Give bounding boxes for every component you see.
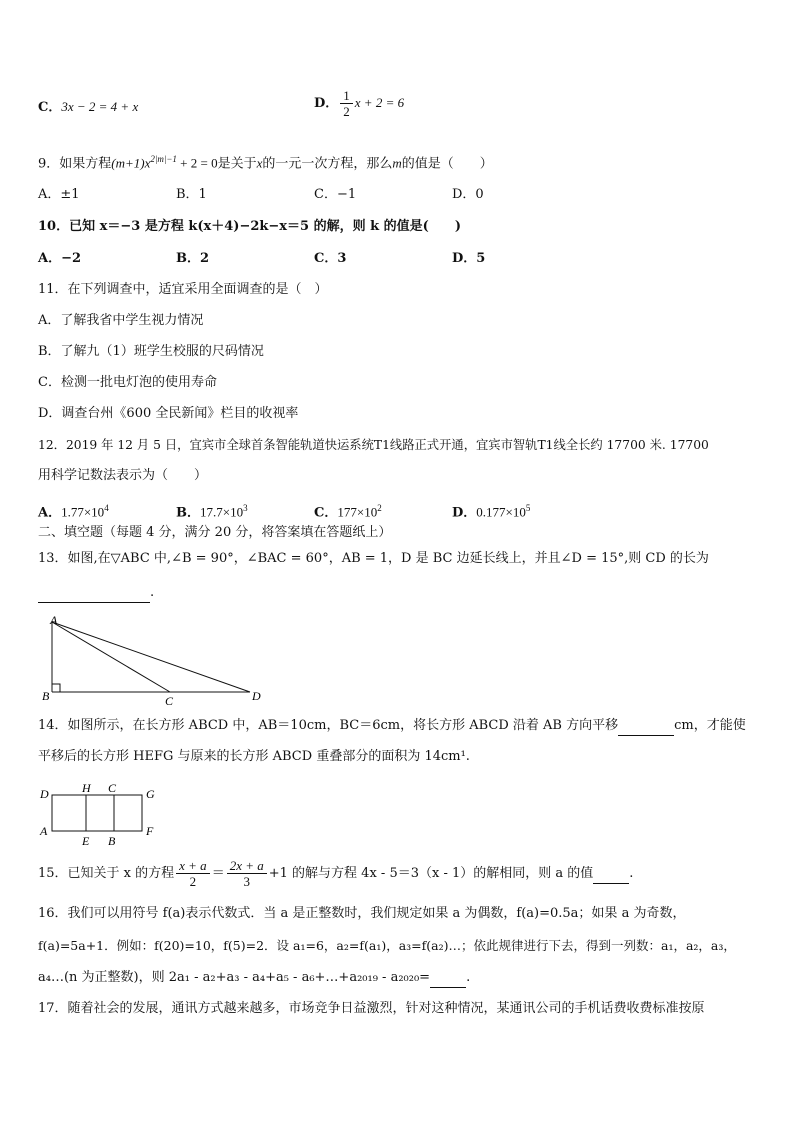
q9-option-c: C．−1 [314,187,357,202]
q16-answer-blank[interactable] [430,969,466,988]
q14-label-a: A [40,824,48,838]
q12-option-d: D．$0.177\times 10^5$ [452,503,531,521]
q13-label-a: A [50,613,58,627]
q10-option-d: D．5 [452,251,486,266]
q14-label-h: H [82,781,91,795]
q14-label-g: G [146,787,155,801]
q14-stem-line2: 平移后的长方形 HEFG 与原来的长方形 ABCD 重叠部分的面积为 14cm¹. [38,749,470,764]
q12-option-a: A．$1.77\times 10^4$ [38,503,109,521]
q14-label-b: B [108,834,116,848]
q13-label-c: C [165,694,174,708]
q15-fraction-2: $\frac{2x + a}{3}$ [227,858,267,889]
q14-label-e: E [82,834,90,848]
q14-stem-line1: 14．如图所示，在长方形 ABCD 中，AB＝10cm，BC＝6cm，将长方形 ABCD 沿着 AB 方向平移 cm，才能使 [38,717,746,736]
q14-label-d: D [40,787,49,801]
q16-line1: 16．我们可以用符号 f(a)表示代数式．当 a 是正整数时，我们规定如果 a 为偶数，f(a)=0.5a；如果 a 为奇数， [38,906,686,921]
q13-triangle-figure [38,612,268,708]
q11-option-d: D．调查台州《600 全民新闻》栏目的收视率 [38,406,299,421]
q8-option-d: D． $\frac{1}{2}$ x + 2 = 6 [314,88,405,119]
q15-stem: 15．已知关于 x 的方程 $\frac{x + a}{2}$ ＝ $\frac{2x + a}{3}$ +1 的解与方程 4x - 5＝3（x - 1）的解相同，则 a 的值 . [38,858,634,889]
q16-line3: a₄…(n 为正整数)，则 2a₁ - a₂+a₃ - a₄+a₅ - a₆+…+a₂₀₁₉ - a₂₀₂₀= . [38,969,470,988]
section-heading-fill-in: 二、填空题（每题 4 分，满分 20 分，将答案填在答题纸上） [38,525,392,540]
q8-option-c: C．3x − 2 = 4 + x [38,99,139,115]
q17-line1: 17．随着社会的发展，通讯方式越来越多，市场竞争日益激烈，针对这种情况，某通讯公司的手机话费收费标准按原 [38,1001,705,1016]
q8-option-c-expr: 3x − 2 = 4 + x [61,99,139,114]
q10-option-a: A．−2 [38,251,82,266]
q10-stem: 10．已知 x＝−3 是方程 k(x＋4)−2k−x＝5 的解，则 k 的值是( ) [38,219,461,234]
q13-stem: 13．如图,在▽ABC 中,∠B = 90°，∠BAC = 60°，AB = 1，D 是 BC 边延长线上，并且∠D = 15°,则 CD 的长为 [38,551,709,566]
q13-answer-line: . [38,584,154,603]
q9-option-d: D．0 [452,187,484,202]
q15-fraction-1: $\frac{x + a}{2}$ [176,858,210,889]
q11-option-a: A．了解我省中学生视力情况 [38,313,204,328]
q9-stem: 9．如果方程$(m+1)x^{2|m|-1} + 2 = 0$是关于x的一元一次方程，那么m的值是（ ） [38,154,493,172]
q11-stem: 11．在下列调查中，适宜采用全面调查的是（ ） [38,282,328,297]
q14-answer-blank[interactable] [618,717,674,736]
q13-answer-blank[interactable] [38,584,150,603]
q16-line2: f(a)=5a+1．例如：f(20)=10，f(5)=2．设 a₁=6，a₂=f(a₁)，a₃=f(a₂)…；依此规律进行下去，得到一列数：a₁，a₂，a₃， [38,938,736,953]
q13-label-b: B [42,689,50,703]
q12-option-b: B．$17.7\times 10^3$ [176,503,248,521]
q14-label-f: F [146,824,154,838]
q10-option-b: B．2 [176,251,210,266]
q11-option-c: C．检测一批电灯泡的使用寿命 [38,375,217,390]
q12-stem-line1: 12．2019 年 12 月 5 日，宜宾市全球首条智能轨道快运系统T1线路正式开通，宜宾市智轨T1线全长约 17700 米. 17700 [38,438,709,452]
q8-option-d-fraction: $\frac{1}{2}$ [340,88,353,119]
q13-label-d: D [252,689,261,703]
q10-option-c: C．3 [314,251,347,266]
q9-option-b: B．1 [176,187,207,202]
q12-option-c: C．$177\times 10^2$ [314,503,382,521]
q11-option-b: B．了解九（1）班学生校服的尺码情况 [38,344,264,359]
q14-rectangle-figure [38,778,168,852]
q9-option-a: A．±1 [38,187,80,202]
q15-answer-blank[interactable] [593,865,629,884]
q12-stem-line2: 用科学记数法表示为（ ） [38,468,208,483]
q14-label-c: C [108,781,117,795]
